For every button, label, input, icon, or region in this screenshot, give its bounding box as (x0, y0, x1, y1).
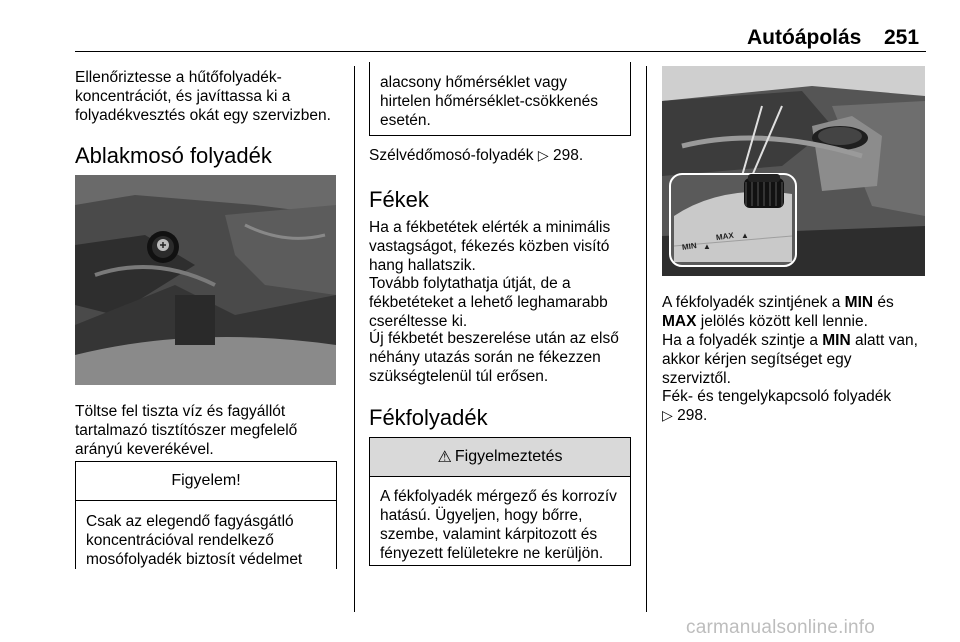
page-arrow-icon: ▷ (537, 147, 549, 163)
washer-fluid-reference[interactable] (369, 146, 583, 165)
notice-body-continued (370, 62, 630, 130)
header-rule (75, 51, 926, 52)
min-arrow-icon: ▲ (703, 242, 711, 251)
notice-title: Figyelem! (76, 462, 336, 501)
brakes-paragraph-1 (369, 218, 610, 275)
text-span: alatt van, (850, 332, 918, 349)
text-line: hirtelen hőmérséklet-csökkenés (380, 93, 598, 110)
text-line: Tovább folytathatja útját, de a (369, 275, 571, 292)
text-span: Ha a folyadék szintje a (662, 332, 823, 349)
brake-clutch-fluid-reference[interactable] (662, 387, 891, 425)
text-line: folyadékvesztés okát egy szervizben. (75, 107, 331, 124)
text-line (662, 312, 894, 331)
warning-body (370, 477, 630, 563)
text-line: Ha a fékbetétek elérték a minimális (369, 219, 611, 236)
reference-page: 298. (552, 147, 584, 164)
warning-triangle-icon: ⚠ (437, 449, 452, 466)
text-line: szükségtelenül túl erősen. (369, 368, 549, 385)
text-line: hang hallatszik. (369, 257, 476, 274)
max-arrow-icon: ▲ (741, 231, 749, 240)
text-span: A fékfolyadék szintjének a (662, 294, 845, 311)
washer-fluid-heading: Ablakmosó folyadék (75, 143, 272, 168)
text-line: arányú keverékével. (75, 441, 214, 458)
text-line (662, 331, 918, 350)
text-line: alacsony hőmérséklet vagy (380, 74, 567, 91)
text-line: szembe, valamint kárpitozott és (380, 526, 598, 543)
min-mark-label: MIN (681, 241, 698, 252)
watermark: carmanualsonline.info (686, 617, 876, 638)
text-line: fényezett felületekre ne kerüljön. (380, 545, 604, 562)
text-line: akkor kérjen segítséget egy (662, 351, 852, 368)
warning-box (369, 437, 631, 566)
fill-instruction (75, 402, 297, 459)
notice-box-continued (369, 62, 631, 136)
text-line (662, 406, 891, 425)
coolant-paragraph (75, 68, 331, 125)
text-line: mosófolyadék biztosít védelmet (86, 551, 303, 568)
text-line: Csak az elegendő fagyásgátló (86, 513, 294, 530)
text-span: jelölés között kell lennie. (696, 313, 868, 330)
column-divider-1 (354, 66, 355, 612)
brakes-paragraph-3 (369, 329, 619, 386)
reference-text: Szélvédőmosó-folyadék (369, 147, 534, 164)
text-span: és (873, 294, 894, 311)
low-level-paragraph (662, 331, 918, 388)
text-line (662, 293, 894, 312)
brake-fluid-heading: Fékfolyadék (369, 405, 488, 430)
notice-body (76, 501, 336, 569)
min-term: MIN (822, 332, 851, 349)
brake-fluid-reservoir-photo (662, 66, 925, 276)
reference-text: Fék- és tengelykapcsoló folyadék (662, 388, 892, 405)
text-line: Ellenőriztesse a hűtőfolyadék- (75, 69, 282, 86)
notice-box (75, 461, 337, 569)
warning-title-bar (370, 438, 630, 477)
text-line: koncentrációval rendelkező (86, 532, 274, 549)
text-line: hatású. Ügyeljen, hogy bőrre, (380, 507, 583, 524)
page-number: 251 (884, 26, 920, 49)
section-title: Autóápolás (747, 26, 862, 49)
brakes-heading: Fékek (369, 187, 429, 212)
min-term: MIN (844, 294, 874, 311)
text-line: koncentrációt, és javíttassa ki a (75, 88, 291, 105)
brakes-paragraph-2 (369, 274, 608, 331)
washer-reservoir-photo (75, 175, 336, 385)
text-line: néhány utazás során ne fékezzen (369, 349, 601, 366)
brake-reservoir-illustration (662, 66, 925, 276)
engine-bay-illustration (75, 175, 336, 385)
page-arrow-icon: ▷ (662, 407, 673, 423)
text-line: Új fékbetét beszerelése után az első (369, 330, 619, 347)
text-line: Töltse fel tiszta víz és fagyállót (75, 403, 286, 420)
max-term: MAX (662, 313, 697, 330)
warning-title: Figyelmeztetés (454, 448, 563, 465)
reference-page: 298. (677, 407, 708, 424)
text-line: cseréltesse ki. (369, 313, 468, 330)
column-divider-2 (646, 66, 647, 612)
text-line: tartalmazó tisztítószer megfelelő (75, 422, 298, 439)
text-line: vastagságot, fékezés közben visító (369, 238, 610, 255)
text-line: szerviztől. (662, 370, 731, 387)
max-mark-label: MAX (715, 230, 735, 243)
fluid-level-paragraph (662, 293, 894, 331)
text-line: esetén. (380, 112, 431, 129)
text-line: fékbetéteket a lehető leghamarabb (369, 294, 608, 311)
text-line: A fékfolyadék mérgező és korrozív (380, 488, 617, 505)
